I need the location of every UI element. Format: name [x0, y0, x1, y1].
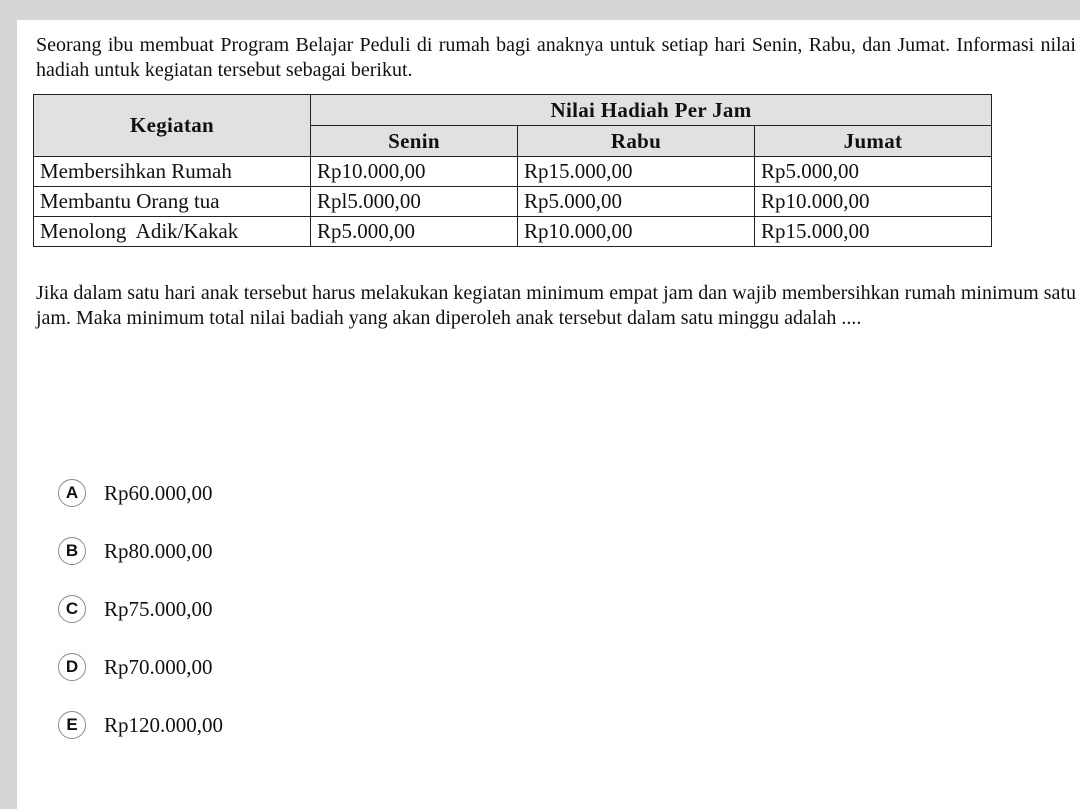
header-reward-per-hour: Nilai Hadiah Per Jam	[311, 95, 992, 126]
value-cell: Rp5.000,00	[311, 217, 518, 247]
table-row	[34, 157, 992, 187]
value-cell: Rp15.000,00	[518, 157, 755, 187]
option-text: Rp70.000,00	[104, 654, 213, 679]
option-text: Rp80.000,00	[104, 538, 213, 563]
activity-cell: Membantu Orang tua	[34, 187, 311, 217]
option-letter-badge: E	[58, 711, 86, 739]
option-letter-badge: C	[58, 595, 86, 623]
option-e[interactable]	[58, 696, 223, 754]
activity-cell: Membersihkan Rumah	[34, 157, 311, 187]
table-row	[34, 217, 992, 247]
header-activity: Kegiatan	[34, 95, 311, 157]
question-panel	[17, 20, 1080, 809]
option-text: Rp120.000,00	[104, 712, 224, 737]
value-cell: Rp15.000,00	[755, 217, 992, 247]
activity-cell: Menolong Adik/Kakak	[34, 217, 311, 247]
option-c[interactable]	[58, 580, 223, 638]
option-text: Rp60.000,00	[104, 480, 213, 505]
value-cell: Rp10.000,00	[755, 187, 992, 217]
question-text: Jika dalam satu hari anak tersebut harus melakukan kegiatan minimum empat jam dan wajib membersihkan rumah minimum satu jam. Maka minimum total nilai badiah yang akan diperoleh anak tersebut dalam satu minggu adalah ....	[36, 282, 1076, 329]
option-text: Rp75.000,00	[104, 596, 213, 621]
value-cell: Rp5.000,00	[518, 187, 755, 217]
option-b[interactable]	[58, 522, 223, 580]
reward-table	[33, 94, 992, 247]
option-letter-badge: B	[58, 537, 86, 565]
intro-text: Seorang ibu membuat Program Belajar Peduli di rumah bagi anaknya untuk setiap hari Senin, Rabu, dan Jumat. Informasi nilai hadiah untuk kegiatan tersebut sebagai berikut.	[36, 34, 1076, 81]
option-letter-badge: D	[58, 653, 86, 681]
value-cell: Rp5.000,00	[755, 157, 992, 187]
value-cell: Rpl5.000,00	[311, 187, 518, 217]
table-row	[34, 187, 992, 217]
option-letter-badge: A	[58, 479, 86, 507]
header-day: Rabu	[518, 126, 755, 157]
value-cell: Rp10.000,00	[518, 217, 755, 247]
value-cell: Rp10.000,00	[311, 157, 518, 187]
header-day: Jumat	[755, 126, 992, 157]
option-a[interactable]	[58, 464, 223, 522]
option-d[interactable]	[58, 638, 223, 696]
header-day: Senin	[311, 126, 518, 157]
answer-options	[58, 464, 223, 754]
